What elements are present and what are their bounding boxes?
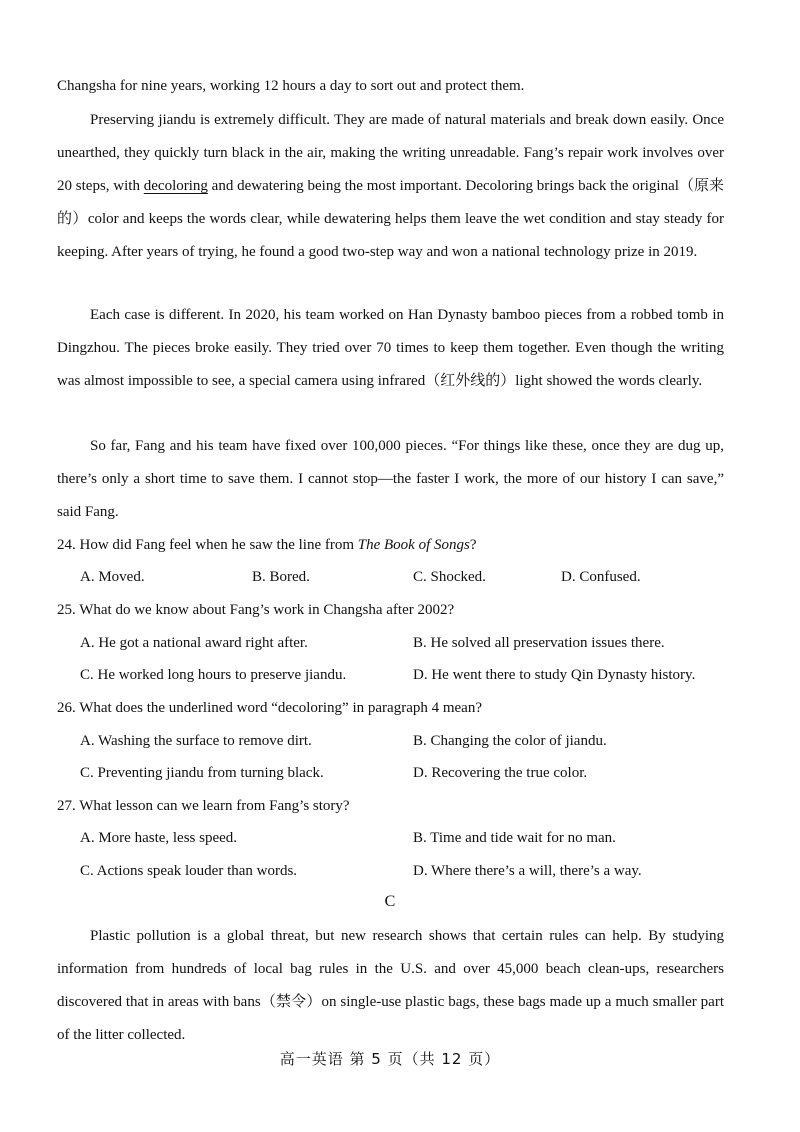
question-24-mark: ? bbox=[469, 537, 477, 553]
question-24-text: 24. How did Fang feel when he saw the line from bbox=[57, 537, 358, 553]
question-25-stem: 25. What do we know about Fang’s work in Changsha after 2002? bbox=[57, 602, 455, 618]
question-24-option-c[interactable]: C. Shocked. bbox=[413, 569, 486, 585]
paragraph-preserving-jiandu bbox=[57, 104, 724, 269]
paragraph-plastic-pollution: Plastic pollution is a global threat, but new research shows that certain rules can help. By studying information from hundreds of local bag rules in the U.S. and over 45,000 beach clean-ups, researchers discovered that in areas with bans（禁令）on single-use plastic bags, these bags made up a much smaller part of the litter collected. bbox=[57, 928, 724, 1043]
question-24-option-d[interactable]: D. Confused. bbox=[561, 569, 641, 585]
question-27-stem: 27. What lesson can we learn from Fang’s story? bbox=[57, 798, 350, 814]
question-27-option-a[interactable]: A. More haste, less speed. bbox=[80, 830, 238, 846]
question-24-option-a[interactable]: A. Moved. bbox=[80, 569, 145, 585]
paragraph-each-case: Each case is different. In 2020, his team worked on Han Dynasty bamboo pieces from a robbed tomb in Dingzhou. The pieces broke easily. They tried over 70 times to keep them together. Even though the writing was almost impossible to see, a special camera using infrared（红外线的）light showed the words clearly. bbox=[57, 307, 724, 389]
book-title: The Book of Songs bbox=[357, 537, 470, 553]
question-27-option-c[interactable]: C. Actions speak louder than words. bbox=[80, 863, 298, 879]
question-26-option-a[interactable]: A. Washing the surface to remove dirt. bbox=[80, 733, 312, 749]
underlined-word-decoloring: decoloring bbox=[143, 178, 208, 194]
question-25-option-c[interactable]: C. He worked long hours to preserve jiandu. bbox=[80, 667, 347, 683]
page-footer: 高一英语 第 5 页（共 12 页） bbox=[279, 1050, 501, 1068]
paragraph-text-after: and dewatering being the most important. Decoloring brings back the original（原来的）color and keeps the words clear, while dewatering helps them leave the wet condition and stay steady for keeping. After years of trying, he found a good two-step way and won a national technology prize in 2019. bbox=[57, 178, 724, 260]
paragraph-continuation: Changsha for nine years, working 12 hours a day to sort out and protect them. bbox=[57, 78, 525, 94]
question-27-option-d[interactable]: D. Where there’s a will, there’s a way. bbox=[413, 863, 642, 879]
section-heading-c: C bbox=[384, 893, 396, 910]
question-27-option-b[interactable]: B. Time and tide wait for no man. bbox=[413, 830, 616, 846]
paragraph-text-before: Preserving jiandu is extremely difficult. They are made of natural materials and break down easily. Once unearthed, they quickly turn black in the air, making the writing unreadable. Fang’s repair work involves over 20 steps, with bbox=[57, 112, 724, 194]
question-26-option-b[interactable]: B. Changing the color of jiandu. bbox=[413, 733, 607, 749]
paragraph-so-far: So far, Fang and his team have fixed over 100,000 pieces. “For things like these, once they are dug up, there’s only a short time to save them. I cannot stop—the faster I work, the more of our history I can save,” said Fang. bbox=[57, 438, 724, 520]
question-24-stem bbox=[57, 535, 477, 555]
question-25-option-b[interactable]: B. He solved all preservation issues there. bbox=[413, 635, 665, 651]
question-25-option-d[interactable]: D. He went there to study Qin Dynasty history. bbox=[413, 667, 696, 683]
question-26-option-d[interactable]: D. Recovering the true color. bbox=[413, 765, 588, 781]
question-26-option-c[interactable]: C. Preventing jiandu from turning black. bbox=[80, 765, 324, 781]
question-26-stem: 26. What does the underlined word “decoloring” in paragraph 4 mean? bbox=[57, 700, 482, 716]
question-24-option-b[interactable]: B. Bored. bbox=[252, 569, 310, 585]
question-25-option-a[interactable]: A. He got a national award right after. bbox=[80, 635, 308, 651]
